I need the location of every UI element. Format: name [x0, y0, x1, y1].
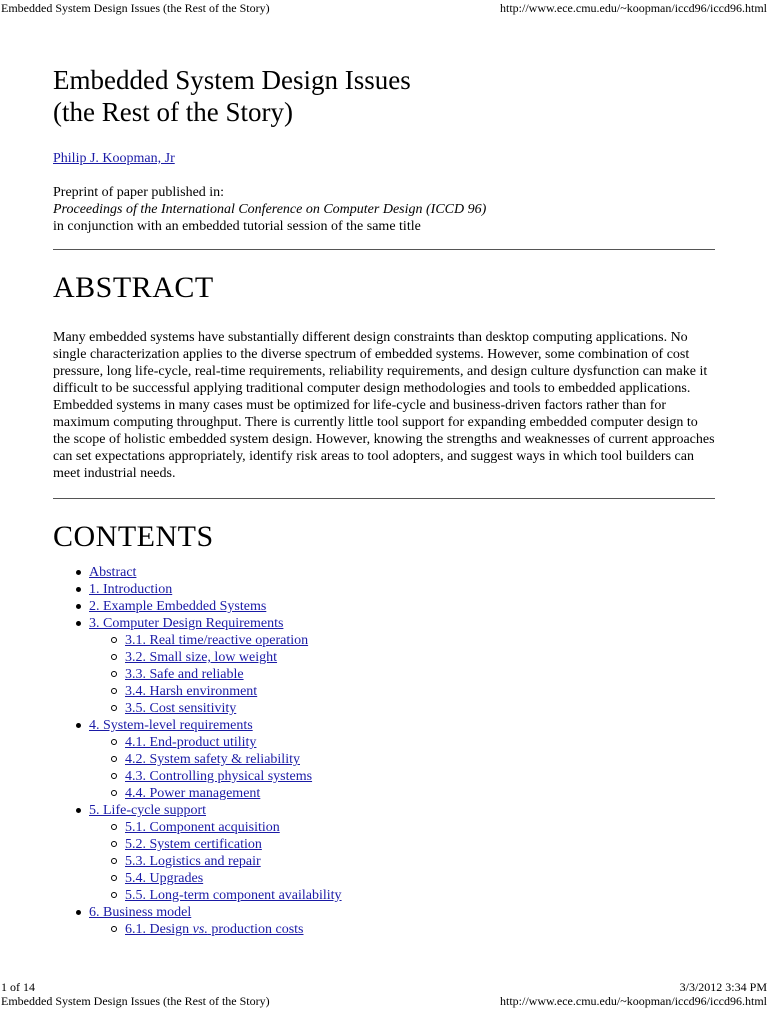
toc-sublink[interactable]: 5.4. Upgrades — [125, 871, 204, 886]
toc-subitem — [89, 853, 715, 870]
toc-sublink[interactable]: 5.1. Component acquisition — [125, 820, 280, 835]
toc-sublink[interactable]: 5.2. System certification — [125, 837, 262, 852]
toc-subitem — [89, 734, 715, 751]
document-title-line1: Embedded System Design Issues — [53, 65, 411, 95]
toc-sublink-italic: vs. — [192, 922, 208, 937]
toc-sublink[interactable]: 4.1. End-product utility — [125, 735, 257, 750]
toc-link[interactable]: 2. Example Embedded Systems — [89, 599, 267, 614]
toc-sublist — [89, 921, 715, 938]
toc-sublist — [89, 819, 715, 904]
toc-subitem — [89, 751, 715, 768]
header-url: http://www.ece.cmu.edu/~koopman/iccd96/iccd96.html — [500, 994, 767, 1008]
toc-sublink[interactable]: 3.2. Small size, low weight — [125, 650, 278, 665]
toc-subitem — [89, 785, 715, 802]
toc-subitem — [89, 683, 715, 700]
toc-link[interactable]: 1. Introduction — [89, 582, 173, 597]
author-link[interactable]: Philip J. Koopman, Jr — [53, 151, 175, 166]
toc-link[interactable]: Abstract — [89, 565, 137, 580]
toc-sublink[interactable] — [125, 922, 304, 937]
toc-sublink-text: production costs — [207, 922, 304, 937]
toc-sublink[interactable]: 4.4. Power management — [125, 786, 261, 801]
toc-subitem — [89, 836, 715, 853]
preprint-line3: in conjunction with an embedded tutorial session of the same title — [53, 219, 421, 234]
toc-sublink-text: 6.1. Design — [125, 922, 193, 937]
toc-subitem — [89, 819, 715, 836]
toc-sublink[interactable]: 3.1. Real time/reactive operation — [125, 633, 309, 648]
toc-item — [53, 564, 715, 581]
document-title-line2: (the Rest of the Story) — [53, 97, 293, 127]
toc-sublink[interactable]: 5.3. Logistics and repair — [125, 854, 261, 869]
preprint-proceedings: Proceedings of the International Conference on Computer Design (ICCD 96) — [53, 202, 487, 217]
toc-item — [53, 717, 715, 802]
toc-subitem — [89, 768, 715, 785]
author-line — [53, 150, 715, 168]
toc-item — [53, 802, 715, 904]
toc-link[interactable]: 5. Life-cycle support — [89, 803, 207, 818]
toc-sublist — [89, 632, 715, 717]
toc-subitem — [89, 887, 715, 904]
abstract-heading: ABSTRACT — [53, 271, 214, 304]
divider — [53, 498, 715, 499]
preprint-note — [53, 184, 715, 235]
toc-subitem — [89, 700, 715, 717]
toc-item — [53, 581, 715, 598]
header-page-title: Embedded System Design Issues (the Rest of the Story) — [1, 994, 270, 1008]
toc-sublink[interactable]: 3.4. Harsh environment — [125, 684, 258, 699]
toc-sublink[interactable]: 4.3. Controlling physical systems — [125, 769, 313, 784]
toc-sublist — [89, 734, 715, 802]
toc-link[interactable]: 4. System-level requirements — [89, 718, 253, 733]
table-of-contents — [53, 564, 715, 938]
toc-subitem — [89, 921, 715, 938]
toc-item — [53, 598, 715, 615]
toc-link[interactable]: 3. Computer Design Requirements — [89, 616, 284, 631]
contents-heading: CONTENTS — [53, 520, 214, 553]
toc-sublink[interactable]: 3.3. Safe and reliable — [125, 667, 244, 682]
header-page-title: Embedded System Design Issues (the Rest of the Story) — [1, 1, 270, 15]
toc-sublink[interactable]: 3.5. Cost sensitivity — [125, 701, 237, 716]
toc-sublink[interactable]: 4.2. System safety & reliability — [125, 752, 300, 767]
document-body — [53, 64, 715, 938]
document-title — [53, 64, 715, 128]
toc-item — [53, 615, 715, 717]
footer-page-number: 1 of 14 — [1, 980, 35, 994]
toc-link[interactable]: 6. Business model — [89, 905, 192, 920]
footer-timestamp: 3/3/2012 3:34 PM — [679, 980, 767, 994]
toc-subitem — [89, 649, 715, 666]
divider — [53, 249, 715, 250]
toc-item — [53, 904, 715, 938]
abstract-paragraph: Many embedded systems have substantially different design constraints than desktop computing applications. No single characterization applies to the diverse spectrum of embedded systems. However, some combination of cost pressure, long life-cycle, real-time requirements, reliability requirements, and design culture dysfunction can make it difficult to be successful applying traditional computer design methodologies and tools to embedded applications. Embedded systems in many cases must be optimized for life-cycle and business-driven factors rather than for maximum computing throughput. There is currently little tool support for expanding embedded computer design to the scope of holistic embedded system design. However, knowing the strengths and weaknesses of current approaches can set expectations appropriately, identify risk areas to tool adopters, and suggest ways in which tool builders can meet industrial needs. — [53, 330, 715, 481]
toc-subitem — [89, 666, 715, 683]
header-url: http://www.ece.cmu.edu/~koopman/iccd96/iccd96.html — [500, 1, 767, 15]
toc-sublink[interactable]: 5.5. Long-term component availability — [125, 888, 342, 903]
toc-subitem — [89, 632, 715, 649]
preprint-line1: Preprint of paper published in: — [53, 185, 225, 200]
toc-subitem — [89, 870, 715, 887]
